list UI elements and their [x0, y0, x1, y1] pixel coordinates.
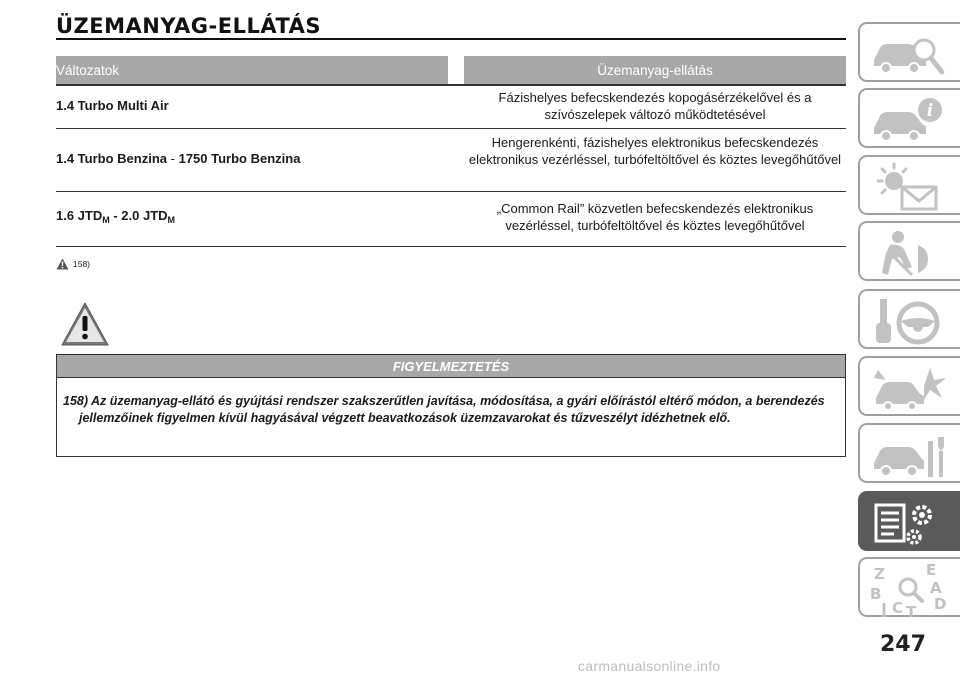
sidebar-tab-emergency[interactable]	[858, 356, 960, 416]
table-row	[56, 84, 846, 129]
table-row	[56, 192, 846, 247]
header-variant: Változatok	[56, 56, 448, 84]
warning-lights-message-icon	[868, 161, 948, 213]
variant-name: 1750 Turbo Benzina	[178, 151, 301, 166]
variant-separator: -	[170, 151, 175, 166]
index-letter: Z	[874, 565, 885, 583]
sidebar-tab-car-info[interactable]	[858, 88, 960, 148]
variant-name: 1.6 JTD	[56, 208, 103, 223]
supply-cell: „Common Rail” közvetlen befecskendezés elektronikus vezérléssel, turbófeltöltővel és köztes levegőhűtővel	[496, 201, 814, 233]
table-row	[56, 129, 846, 192]
car-info-icon	[868, 94, 948, 146]
key-steering-wheel-icon	[868, 295, 948, 347]
technical-data-gear-icon	[868, 497, 948, 549]
index-letter: A	[930, 579, 942, 597]
warning-note-reference[interactable]	[56, 258, 90, 270]
variant-name: - 2.0 JTD	[109, 208, 168, 223]
airbag-passenger-icon	[868, 227, 948, 279]
index-letter: C	[892, 599, 904, 617]
variant-subscript: M	[102, 215, 110, 225]
variant-name: 1.4 Turbo Benzina	[56, 151, 167, 166]
page-number: 247	[880, 632, 926, 657]
sidebar-tab-car-search[interactable]	[858, 22, 960, 82]
sidebar-tab-technical-data[interactable]	[858, 491, 960, 551]
sidebar-tab-index[interactable]	[858, 557, 960, 617]
supply-cell: Hengerenkénti, fázishelyes elektronikus befecskendezés elektronikus vezérléssel, turbófeltöltővel és köztes levegőhűtővel	[468, 135, 842, 167]
supply-cell: Fázishelyes befecskendezés kopogásérzékelővel és a szívószelepek változó működtetésével	[498, 90, 812, 122]
car-search-icon	[868, 28, 948, 80]
title-rule	[56, 38, 846, 40]
chapter-sidebar	[858, 0, 960, 678]
sidebar-tab-maintenance[interactable]	[858, 423, 960, 483]
index-letter: D	[934, 595, 947, 613]
sidebar-tab-airbag[interactable]	[858, 221, 960, 281]
car-tools-icon	[868, 429, 948, 481]
index-letter: B	[870, 585, 882, 603]
warning-text: 158) Az üzemanyag-ellátó és gyújtási rendszer szakszerűtlen javítása, módosítása, a gyári előírástól eltérő módon, a berendezés jellemzőinek figyelmen kívül hagyásával végzett beavatkozások üzemzavarokat és tűzveszélyt idézhetnek elő.	[63, 394, 825, 425]
table-header	[56, 56, 846, 84]
note-number: 158)	[73, 259, 91, 269]
warning-box	[56, 354, 846, 457]
variant-subscript: M	[167, 215, 176, 225]
sidebar-tab-warning-lights[interactable]	[858, 155, 960, 215]
page-title: ÜZEMANYAG-ELLÁTÁS	[56, 14, 322, 38]
svg-text:i: i	[926, 101, 934, 121]
car-crash-icon	[868, 362, 948, 414]
variant-cell	[56, 208, 175, 225]
sidebar-tab-key-steering[interactable]	[858, 289, 960, 349]
variant-cell	[56, 151, 300, 166]
warning-heading: FIGYELMEZTETÉS	[57, 355, 845, 378]
alphabetical-index-icon	[868, 563, 948, 619]
warning-triangle-icon	[56, 258, 69, 270]
header-supply: Üzemanyag-ellátás	[464, 56, 846, 84]
variant-cell: 1.4 Turbo Multi Air	[56, 98, 169, 113]
index-letter: T	[906, 603, 917, 619]
index-letter: E	[926, 563, 937, 579]
fuel-supply-table	[56, 56, 846, 247]
watermark: carmanualsonline.info	[578, 658, 721, 674]
warning-triangle-icon	[60, 301, 110, 347]
